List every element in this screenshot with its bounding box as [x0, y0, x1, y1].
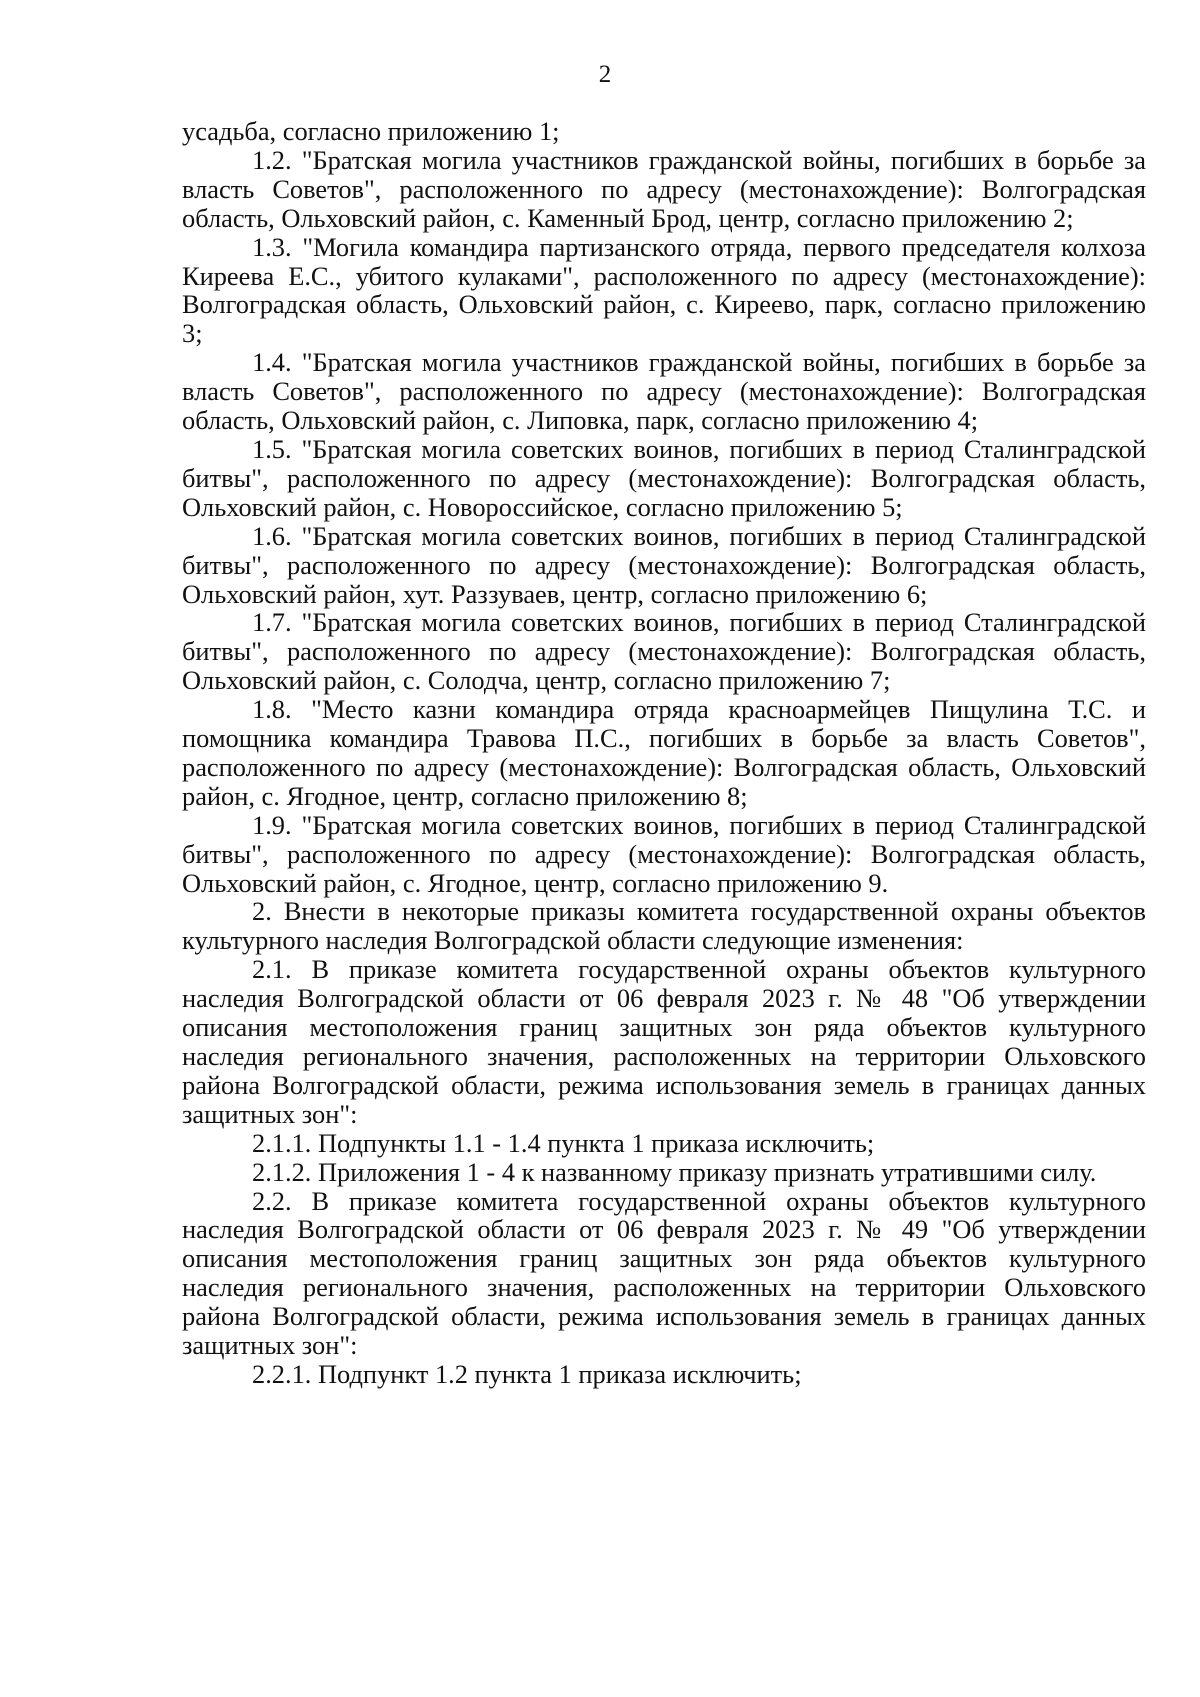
paragraph-2-2-1: 2.2.1. Подпункт 1.2 пункта 1 приказа исключить;	[252, 1358, 802, 1389]
paragraph-1-3: 1.3. "Могила командира партизанского отряда, первого председателя колхоза Киреева Е.С., убитого кулаками", расположенного по адресу (местонахождение): Волгоградская область, Ольховский район, с. Киреево, парк, согласно приложению 3;	[182, 231, 1146, 349]
paragraph-1-8: 1.8. "Место казни командира отряда красноармейцев Пищулина Т.С. и помощника командира Травова П.С., погибших в борьбе за власть Советов", расположенного по адресу (местонахождение): Волгоградская область, Ольховский район, с. Ягодное, центр, согласно приложению 8;	[182, 694, 1146, 811]
paragraph-1-7: 1.7. "Братская могила советских воинов, погибших в период Сталинградской битвы", расположенного по адресу (местонахождение): Волгоградская область, Ольховский район, с. Солодча, центр, согласно приложению 7;	[182, 607, 1146, 696]
paragraph-2: 2. Внести в некоторые приказы комитета государственной охраны объектов культурного наследия Волгоградской области следующие изменения:	[182, 896, 1146, 956]
paragraph-2-1-2: 2.1.2. Приложения 1 - 4 к названному приказу признать утратившими силу.	[252, 1156, 1097, 1187]
paragraph-1-5: 1.5. "Братская могила советских воинов, погибших в период Сталинградской битвы", расположенного по адресу (местонахождение): Волгоградская область, Ольховский район, с. Новороссийское, согласно приложению 5;	[182, 433, 1146, 522]
paragraph-2-1: 2.1. В приказе комитета государственной охраны объектов культурного наследия Волгоградской области от 06 февраля 2023 г. № 48 "Об утверждении описания местоположения границ защитных зон ряда объектов культурного наследия регионального значения, расположенных на территории Ольховского района Волгоградской области, режима использования земель в границах данных защитных зон":	[182, 954, 1146, 1129]
paragraph-1-9: 1.9. "Братская могила советских воинов, погибших в период Сталинградской битвы", расположенного по адресу (местонахождение): Волгоградская область, Ольховский район, с. Ягодное, центр, согласно приложению 9.	[182, 809, 1146, 898]
paragraph-intro: усадьба, согласно приложению 1;	[182, 116, 560, 146]
page-number: 2	[598, 61, 612, 88]
paragraph-2-2: 2.2. В приказе комитета государственной охраны объектов культурного наследия Волгоградской области от 06 февраля 2023 г. № 49 "Об утверждении описания местоположения границ защитных зон ряда объектов культурного наследия регионального значения, расположенных на территории Ольховского района Волгоградской области, режима использования земель в границах данных защитных зон":	[182, 1185, 1146, 1361]
paragraph-2-1-1: 2.1.1. Подпункты 1.1 - 1.4 пункта 1 приказа исключить;	[252, 1127, 875, 1158]
paragraph-1-6: 1.6. "Братская могила советских воинов, погибших в период Сталинградской битвы", расположенного по адресу (местонахождение): Волгоградская область, Ольховский район, хут. Раззуваев, центр, согласно приложению 6;	[182, 520, 1146, 609]
document-body	[182, 117, 1146, 1389]
paragraph-1-4: 1.4. "Братская могила участников гражданской войны, погибших в борьбе за власть Советов", расположенного по адресу (местонахождение): Волгоградская область, Ольховский район, с. Липовка, парк, согласно приложению 4;	[182, 347, 1146, 436]
paragraph-1-2: 1.2. "Братская могила участников гражданской войны, погибших в борьбе за власть Советов", расположенного по адресу (местонахождение): Волгоградская область, Ольховский район, с. Каменный Брод, центр, согласно приложению 2;	[182, 144, 1146, 233]
